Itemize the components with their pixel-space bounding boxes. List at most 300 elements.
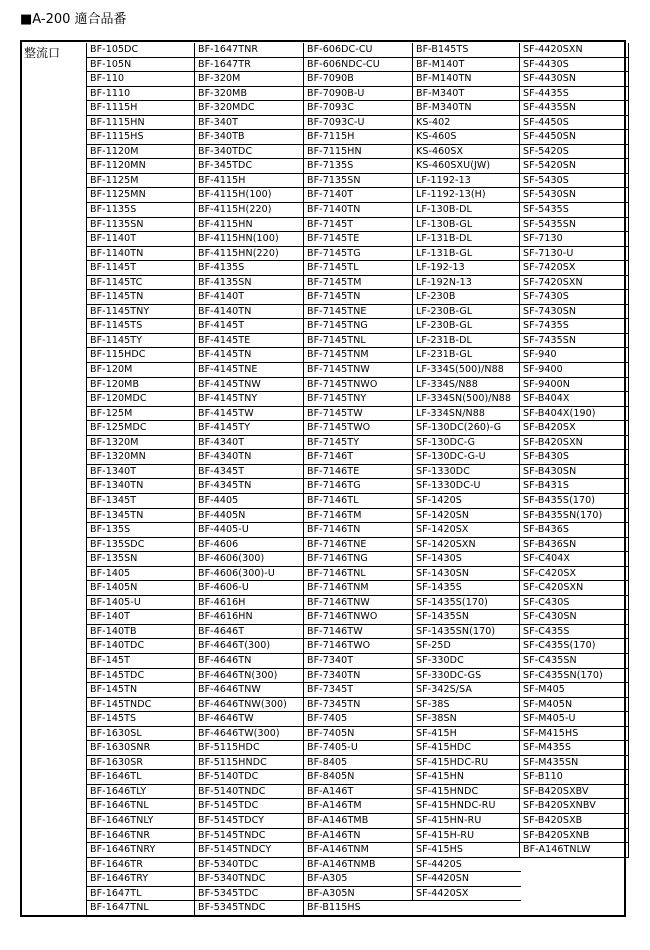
model-cell: BF-7135SN xyxy=(304,174,412,189)
model-cell: BF-135S xyxy=(87,523,195,538)
model-cell: SF-5420S xyxy=(520,145,628,160)
model-cell: SF-M405 xyxy=(520,683,628,698)
model-cell: BF-M340TN xyxy=(413,101,521,116)
model-cell: KS-460SXU(JW) xyxy=(413,159,521,174)
model-cell: SF-C430SN xyxy=(520,610,628,625)
model-cell: SF-7130 xyxy=(520,232,628,247)
model-cell: SF-415H xyxy=(413,727,521,742)
model-cell: SF-4430S xyxy=(520,58,628,73)
model-cell: KS-460SX xyxy=(413,145,521,160)
model-cell: BF-125M xyxy=(87,407,195,422)
model-cell: BF-320MB xyxy=(195,87,303,102)
model-cell: BF-A146T xyxy=(304,785,412,800)
model-cell: BF-1405-U xyxy=(87,596,195,611)
model-cell: BF-1115HN xyxy=(87,116,195,131)
model-cell: SF-B404X(190) xyxy=(520,407,628,422)
model-cell: SF-7435S xyxy=(520,319,628,334)
model-cell: BF-B145TS xyxy=(413,43,521,58)
model-cell: BF-A305N xyxy=(304,887,412,902)
model-cell: BF-1125M xyxy=(87,174,195,189)
model-cell: BF-4145T xyxy=(195,319,303,334)
model-cell: BF-7145TNE xyxy=(304,305,412,320)
model-cell: SF-B420SX xyxy=(520,421,628,436)
model-cell: BF-7146TE xyxy=(304,465,412,480)
model-cell: BF-4646TN(300) xyxy=(195,669,303,684)
model-cell: BF-4140T xyxy=(195,290,303,305)
model-cell: BF-4405-U xyxy=(195,523,303,538)
model-cell: SF-38S xyxy=(413,698,521,713)
page-title: ■A-200 適合品番 xyxy=(20,12,127,27)
model-cell: BF-7140TN xyxy=(304,203,412,218)
model-cell: BF-320MDC xyxy=(195,101,303,116)
model-cell: BF-7146TNWO xyxy=(304,610,412,625)
model-cell: LF-230B-GL xyxy=(413,319,521,334)
model-cell: LF-334SN/N88 xyxy=(413,407,521,422)
model-cell: SF-130DC(260)-G xyxy=(413,421,521,436)
model-cell: BF-4345TN xyxy=(195,479,303,494)
model-cell: BF-7146TNE xyxy=(304,538,412,553)
model-cell: SF-1430S xyxy=(413,552,521,567)
model-cell: SF-38SN xyxy=(413,712,521,727)
model-cell: BF-1340T xyxy=(87,465,195,480)
model-cell: BF-1646TNR xyxy=(87,829,195,844)
model-cell: SF-7420SX xyxy=(520,261,628,276)
model-cell: SF-B420SXN xyxy=(520,436,628,451)
model-cell: BF-145TS xyxy=(87,712,195,727)
model-cell: BF-4135SN xyxy=(195,276,303,291)
model-cell: BF-1646TRY xyxy=(87,872,195,887)
model-cell: BF-1630SR xyxy=(87,756,195,771)
model-cell: BF-4115HN(220) xyxy=(195,247,303,262)
model-cell: BF-7146TNL xyxy=(304,567,412,582)
model-cell: BF-1140T xyxy=(87,232,195,247)
model-cell: SF-940 xyxy=(520,348,628,363)
model-cell: BF-1647TNL xyxy=(87,901,195,916)
model-cell: SF-1435S xyxy=(413,581,521,596)
model-cell: SF-M415HS xyxy=(520,727,628,742)
model-cell: SF-1420S xyxy=(413,494,521,509)
model-cell: BF-135SDC xyxy=(87,538,195,553)
model-cell: SF-9400 xyxy=(520,363,628,378)
model-cell: SF-B430S xyxy=(520,450,628,465)
model-cell: BF-7405-U xyxy=(304,741,412,756)
model-cell: BF-1646TNRY xyxy=(87,843,195,858)
model-cell: BF-7146TW xyxy=(304,625,412,640)
model-cell: BF-1145TS xyxy=(87,319,195,334)
model-cell: BF-1646TNLY xyxy=(87,814,195,829)
model-cell: BF-340TDC xyxy=(195,145,303,160)
model-cell: SF-B435S(170) xyxy=(520,494,628,509)
model-cell: BF-7145TL xyxy=(304,261,412,276)
model-cell: BF-340T xyxy=(195,116,303,131)
model-cell: BF-105N xyxy=(87,58,195,73)
model-cell: SF-415HDC-RU xyxy=(413,756,521,771)
model-cell: BF-606NDC-CU xyxy=(304,58,412,73)
model-cell: BF-7340T xyxy=(304,654,412,669)
model-cell: SF-7420SXN xyxy=(520,276,628,291)
model-cell: BF-1145TC xyxy=(87,276,195,291)
model-cell: BF-7145TN xyxy=(304,290,412,305)
model-cell: BF-4140TN xyxy=(195,305,303,320)
model-cell: SF-5430SN xyxy=(520,188,628,203)
model-cell: BF-1646TL xyxy=(87,770,195,785)
model-cell: BF-B115HS xyxy=(304,901,412,916)
model-cell: BF-120MB xyxy=(87,378,195,393)
model-cell: BF-120MDC xyxy=(87,392,195,407)
model-cell: SF-B110 xyxy=(520,770,628,785)
model-cell: KS-460S xyxy=(413,130,521,145)
model-cell: BF-7090B xyxy=(304,72,412,87)
model-cell: BF-7145TE xyxy=(304,232,412,247)
model-cell: BF-1646TNL xyxy=(87,799,195,814)
model-cell: BF-1115HS xyxy=(87,130,195,145)
model-cell: SF-B420SXB xyxy=(520,814,628,829)
model-cell: BF-4646T xyxy=(195,625,303,640)
model-cell: BF-4115H(100) xyxy=(195,188,303,203)
model-cell: BF-4606(300)-U xyxy=(195,567,303,582)
model-cell: SF-M405N xyxy=(520,698,628,713)
model-cell: SF-5430S xyxy=(520,174,628,189)
model-cell: BF-1320MN xyxy=(87,450,195,465)
model-cell: LF-192N-13 xyxy=(413,276,521,291)
model-cell: SF-415HN-RU xyxy=(413,814,521,829)
model-cell: BF-7146TG xyxy=(304,479,412,494)
model-cell: BF-7345TN xyxy=(304,698,412,713)
model-cell: SF-7435SN xyxy=(520,334,628,349)
model-cell: LF-230B xyxy=(413,290,521,305)
model-cell: SF-B404X xyxy=(520,392,628,407)
model-cell: BF-1110 xyxy=(87,87,195,102)
model-cell: BF-145T xyxy=(87,654,195,669)
model-cell: LF-1192-13(H) xyxy=(413,188,521,203)
model-cell: BF-7146T xyxy=(304,450,412,465)
model-cell: SF-B420SXBV xyxy=(520,785,628,800)
model-cell: BF-7115HN xyxy=(304,145,412,160)
model-cell: SF-B430SN xyxy=(520,465,628,480)
model-cell: SF-C435SN(170) xyxy=(520,669,628,684)
model-cell: BF-4340TN xyxy=(195,450,303,465)
model-cell: LF-231B-DL xyxy=(413,334,521,349)
model-cell: SF-C435S xyxy=(520,625,628,640)
model-cell: BF-8405N xyxy=(304,770,412,785)
model-cell: SF-M435S xyxy=(520,741,628,756)
model-cell: SF-B420SXNB xyxy=(520,829,628,844)
model-cell: LF-230B-GL xyxy=(413,305,521,320)
model-cell: SF-5420SN xyxy=(520,159,628,174)
model-cell: SF-1420SX xyxy=(413,523,521,538)
model-cell: BF-4145TY xyxy=(195,421,303,436)
model-cell: BF-A305 xyxy=(304,872,412,887)
model-cell: BF-M140TN xyxy=(413,72,521,87)
model-cell: BF-4340T xyxy=(195,436,303,451)
model-cell: BF-7405 xyxy=(304,712,412,727)
model-cell: SF-1420SXN xyxy=(413,538,521,553)
model-cell: BF-7145TNM xyxy=(304,348,412,363)
model-cell: BF-5140TNDC xyxy=(195,785,303,800)
model-cell: SF-C430S xyxy=(520,596,628,611)
model-cell: BF-145TNDC xyxy=(87,698,195,713)
model-cell: LF-1192-13 xyxy=(413,174,521,189)
model-cell: BF-7345T xyxy=(304,683,412,698)
model-cell: SF-4435SN xyxy=(520,101,628,116)
model-cell: BF-7090B-U xyxy=(304,87,412,102)
model-cell: SF-1330DC-U xyxy=(413,479,521,494)
model-cell: SF-1435SN xyxy=(413,610,521,625)
model-cell: BF-7140T xyxy=(304,188,412,203)
model-cell: BF-1125MN xyxy=(87,188,195,203)
model-cell: BF-8405 xyxy=(304,756,412,771)
model-cell: BF-1115H xyxy=(87,101,195,116)
model-cell: BF-1646TR xyxy=(87,858,195,873)
model-cell: BF-1345T xyxy=(87,494,195,509)
model-cell: BF-M340T xyxy=(413,87,521,102)
model-cell: BF-1630SL xyxy=(87,727,195,742)
model-cell: SF-4450SN xyxy=(520,130,628,145)
model-cell: BF-1320M xyxy=(87,436,195,451)
model-cell: BF-4115H(220) xyxy=(195,203,303,218)
model-cell: BF-120M xyxy=(87,363,195,378)
model-cell: SF-1430SN xyxy=(413,567,521,582)
model-cell: BF-5115HDC xyxy=(195,741,303,756)
model-cell: BF-7145TY xyxy=(304,436,412,451)
model-cell: BF-1340TN xyxy=(87,479,195,494)
model-cell: BF-A146TNMB xyxy=(304,858,412,873)
model-column-5 xyxy=(519,43,629,858)
model-cell: BF-145TN xyxy=(87,683,195,698)
model-cell: BF-7146TWO xyxy=(304,639,412,654)
model-cell: BF-5140TDC xyxy=(195,770,303,785)
model-cell: SF-415HNDC-RU xyxy=(413,799,521,814)
model-cell: BF-320M xyxy=(195,72,303,87)
model-cell: SF-415H-RU xyxy=(413,829,521,844)
model-cell: BF-5340TNDC xyxy=(195,872,303,887)
model-cell: KS-402 xyxy=(413,116,521,131)
model-cell: BF-7145TNY xyxy=(304,392,412,407)
model-cell: BF-345TDC xyxy=(195,159,303,174)
model-cell: BF-606DC-CU xyxy=(304,43,412,58)
model-cell: SF-1330DC xyxy=(413,465,521,480)
model-cell: BF-7405N xyxy=(304,727,412,742)
model-cell: SF-4450S xyxy=(520,116,628,131)
model-column-3 xyxy=(303,43,412,916)
model-cell: BF-7146TNM xyxy=(304,581,412,596)
model-cell: SF-B420SXNBV xyxy=(520,799,628,814)
model-cell: BF-5145TNDC xyxy=(195,829,303,844)
model-cell: LF-130B-GL xyxy=(413,218,521,233)
model-cell: SF-4420S xyxy=(413,858,521,873)
model-cell: SF-330DC xyxy=(413,654,521,669)
model-cell: BF-4646TW(300) xyxy=(195,727,303,742)
model-cell: BF-1647TR xyxy=(195,58,303,73)
model-cell: BF-1145T xyxy=(87,261,195,276)
model-cell: BF-4646TNW(300) xyxy=(195,698,303,713)
model-cell: BF-1145TNY xyxy=(87,305,195,320)
model-cell: LF-130B-DL xyxy=(413,203,521,218)
model-cell: SF-C435SN xyxy=(520,654,628,669)
model-cell: BF-4115HN(100) xyxy=(195,232,303,247)
model-cell: BF-140T xyxy=(87,610,195,625)
model-cell: BF-5345TDC xyxy=(195,887,303,902)
model-cell: BF-A146TM xyxy=(304,799,412,814)
model-cell: BF-A146TNLW xyxy=(520,843,628,858)
model-cell: SF-C404X xyxy=(520,552,628,567)
model-cell: BF-5145TDCY xyxy=(195,814,303,829)
model-cell: BF-4646T(300) xyxy=(195,639,303,654)
model-cell: SF-4420SXN xyxy=(520,43,628,58)
model-cell: SF-7130-U xyxy=(520,247,628,262)
model-cell: BF-4345T xyxy=(195,465,303,480)
model-cell: BF-1120MN xyxy=(87,159,195,174)
model-cell: BF-7146TN xyxy=(304,523,412,538)
model-cell: BF-7146TL xyxy=(304,494,412,509)
model-cell: BF-M140T xyxy=(413,58,521,73)
model-cell: BF-5345TNDC xyxy=(195,901,303,916)
model-cell: BF-1345TN xyxy=(87,509,195,524)
model-cell: SF-7430S xyxy=(520,290,628,305)
model-cell: BF-5145TNDCY xyxy=(195,843,303,858)
model-cell: BF-4646TW xyxy=(195,712,303,727)
model-cell: BF-135SN xyxy=(87,552,195,567)
model-cell: BF-7115H xyxy=(304,130,412,145)
model-cell: SF-4430SN xyxy=(520,72,628,87)
model-cell: BF-A146TN xyxy=(304,829,412,844)
model-cell: BF-1120M xyxy=(87,145,195,160)
model-cell: BF-4606(300) xyxy=(195,552,303,567)
model-cell: BF-7146TM xyxy=(304,509,412,524)
model-cell: BF-4145TE xyxy=(195,334,303,349)
section-label: 整流口 xyxy=(24,46,61,60)
model-cell: SF-415HDC xyxy=(413,741,521,756)
model-cell: SF-415HS xyxy=(413,843,521,858)
model-cell: SF-415HNDC xyxy=(413,785,521,800)
model-cell: BF-145TDC xyxy=(87,669,195,684)
model-cell: LF-131B-DL xyxy=(413,232,521,247)
model-cell: SF-B436SN xyxy=(520,538,628,553)
model-cell: BF-4616HN xyxy=(195,610,303,625)
model-cell: SF-1435SN(170) xyxy=(413,625,521,640)
model-cell: LF-231B-GL xyxy=(413,348,521,363)
model-cell: SF-B435SN(170) xyxy=(520,509,628,524)
model-cell: BF-7135S xyxy=(304,159,412,174)
model-cell: BF-7145TWO xyxy=(304,421,412,436)
model-cell: LF-334S/N88 xyxy=(413,378,521,393)
model-cell: BF-140TDC xyxy=(87,639,195,654)
model-cell: BF-4646TNW xyxy=(195,683,303,698)
model-cell: BF-110 xyxy=(87,72,195,87)
model-cell: BF-1140TN xyxy=(87,247,195,262)
model-cell: BF-A146TMB xyxy=(304,814,412,829)
model-cell: BF-4606-U xyxy=(195,581,303,596)
model-column-1 xyxy=(86,43,195,916)
model-cell: LF-334SN(500)/N88 xyxy=(413,392,521,407)
model-cell: SF-5435SN xyxy=(520,218,628,233)
model-cell: BF-1405 xyxy=(87,567,195,582)
model-cell: BF-4606 xyxy=(195,538,303,553)
model-cell: BF-4145TW xyxy=(195,407,303,422)
model-cell: SF-342S/SA xyxy=(413,683,521,698)
model-cell: BF-7145TNG xyxy=(304,319,412,334)
model-cell: BF-4646TN xyxy=(195,654,303,669)
model-cell: BF-115HDC xyxy=(87,348,195,363)
model-cell: BF-4616H xyxy=(195,596,303,611)
model-cell: BF-1646TLY xyxy=(87,785,195,800)
model-cell: SF-C420SXN xyxy=(520,581,628,596)
model-cell: LF-131B-GL xyxy=(413,247,521,262)
model-cell: BF-7145TW xyxy=(304,407,412,422)
model-cell: SF-415HN xyxy=(413,770,521,785)
model-cell: BF-4405 xyxy=(195,494,303,509)
model-column-4 xyxy=(412,43,521,901)
model-cell: SF-4435S xyxy=(520,87,628,102)
model-cell: BF-7145TM xyxy=(304,276,412,291)
model-cell: SF-25D xyxy=(413,639,521,654)
model-cell: BF-7340TN xyxy=(304,669,412,684)
model-cell: SF-C420SX xyxy=(520,567,628,582)
model-cell: BF-5145TDC xyxy=(195,799,303,814)
model-cell: SF-330DC-GS xyxy=(413,669,521,684)
model-cell: SF-130DC-G-U xyxy=(413,450,521,465)
model-cell: BF-4145TN xyxy=(195,348,303,363)
model-cell: SF-4420SN xyxy=(413,872,521,887)
model-cell: SF-B431S xyxy=(520,479,628,494)
model-cell: BF-4405N xyxy=(195,509,303,524)
model-cell: BF-340TB xyxy=(195,130,303,145)
model-cell: SF-1435S(170) xyxy=(413,596,521,611)
model-cell: BF-4115H xyxy=(195,174,303,189)
model-cell: BF-4145TNE xyxy=(195,363,303,378)
model-column-2 xyxy=(194,43,303,916)
model-cell: SF-M435SN xyxy=(520,756,628,771)
model-cell: LF-334S(500)/N88 xyxy=(413,363,521,378)
model-cell: BF-7145TNWO xyxy=(304,378,412,393)
model-cell: BF-7145TG xyxy=(304,247,412,262)
model-cell: SF-5435S xyxy=(520,203,628,218)
model-cell: BF-4135S xyxy=(195,261,303,276)
model-cell: BF-1145TN xyxy=(87,290,195,305)
model-cell: BF-1647TNR xyxy=(195,43,303,58)
model-cell: SF-M405-U xyxy=(520,712,628,727)
model-cell: SF-1420SN xyxy=(413,509,521,524)
model-cell: BF-1135SN xyxy=(87,218,195,233)
model-cell: LF-192-13 xyxy=(413,261,521,276)
model-cell: BF-140TB xyxy=(87,625,195,640)
model-cell: BF-105DC xyxy=(87,43,195,58)
model-cell: BF-5115HNDC xyxy=(195,756,303,771)
model-cell: SF-9400N xyxy=(520,378,628,393)
model-cell: SF-B436S xyxy=(520,523,628,538)
model-cell: BF-1630SNR xyxy=(87,741,195,756)
model-cell: BF-4145TNW xyxy=(195,378,303,393)
model-cell: BF-7145TNW xyxy=(304,363,412,378)
model-cell: SF-7430SN xyxy=(520,305,628,320)
model-cell: SF-130DC-G xyxy=(413,436,521,451)
model-cell: BF-7145TNL xyxy=(304,334,412,349)
model-cell: BF-7093C-U xyxy=(304,116,412,131)
model-cell: SF-C435S(170) xyxy=(520,639,628,654)
model-cell: BF-A146TNM xyxy=(304,843,412,858)
model-cell: BF-4145TNY xyxy=(195,392,303,407)
compatible-models-table xyxy=(20,40,626,917)
model-cell: BF-125MDC xyxy=(87,421,195,436)
model-cell: BF-1647TL xyxy=(87,887,195,902)
model-cell: BF-7146TNG xyxy=(304,552,412,567)
model-cell: BF-4115HN xyxy=(195,218,303,233)
model-cell: BF-1135S xyxy=(87,203,195,218)
model-cell: BF-7093C xyxy=(304,101,412,116)
model-cell: BF-1405N xyxy=(87,581,195,596)
model-cell: BF-7145T xyxy=(304,218,412,233)
model-cell: BF-1145TY xyxy=(87,334,195,349)
